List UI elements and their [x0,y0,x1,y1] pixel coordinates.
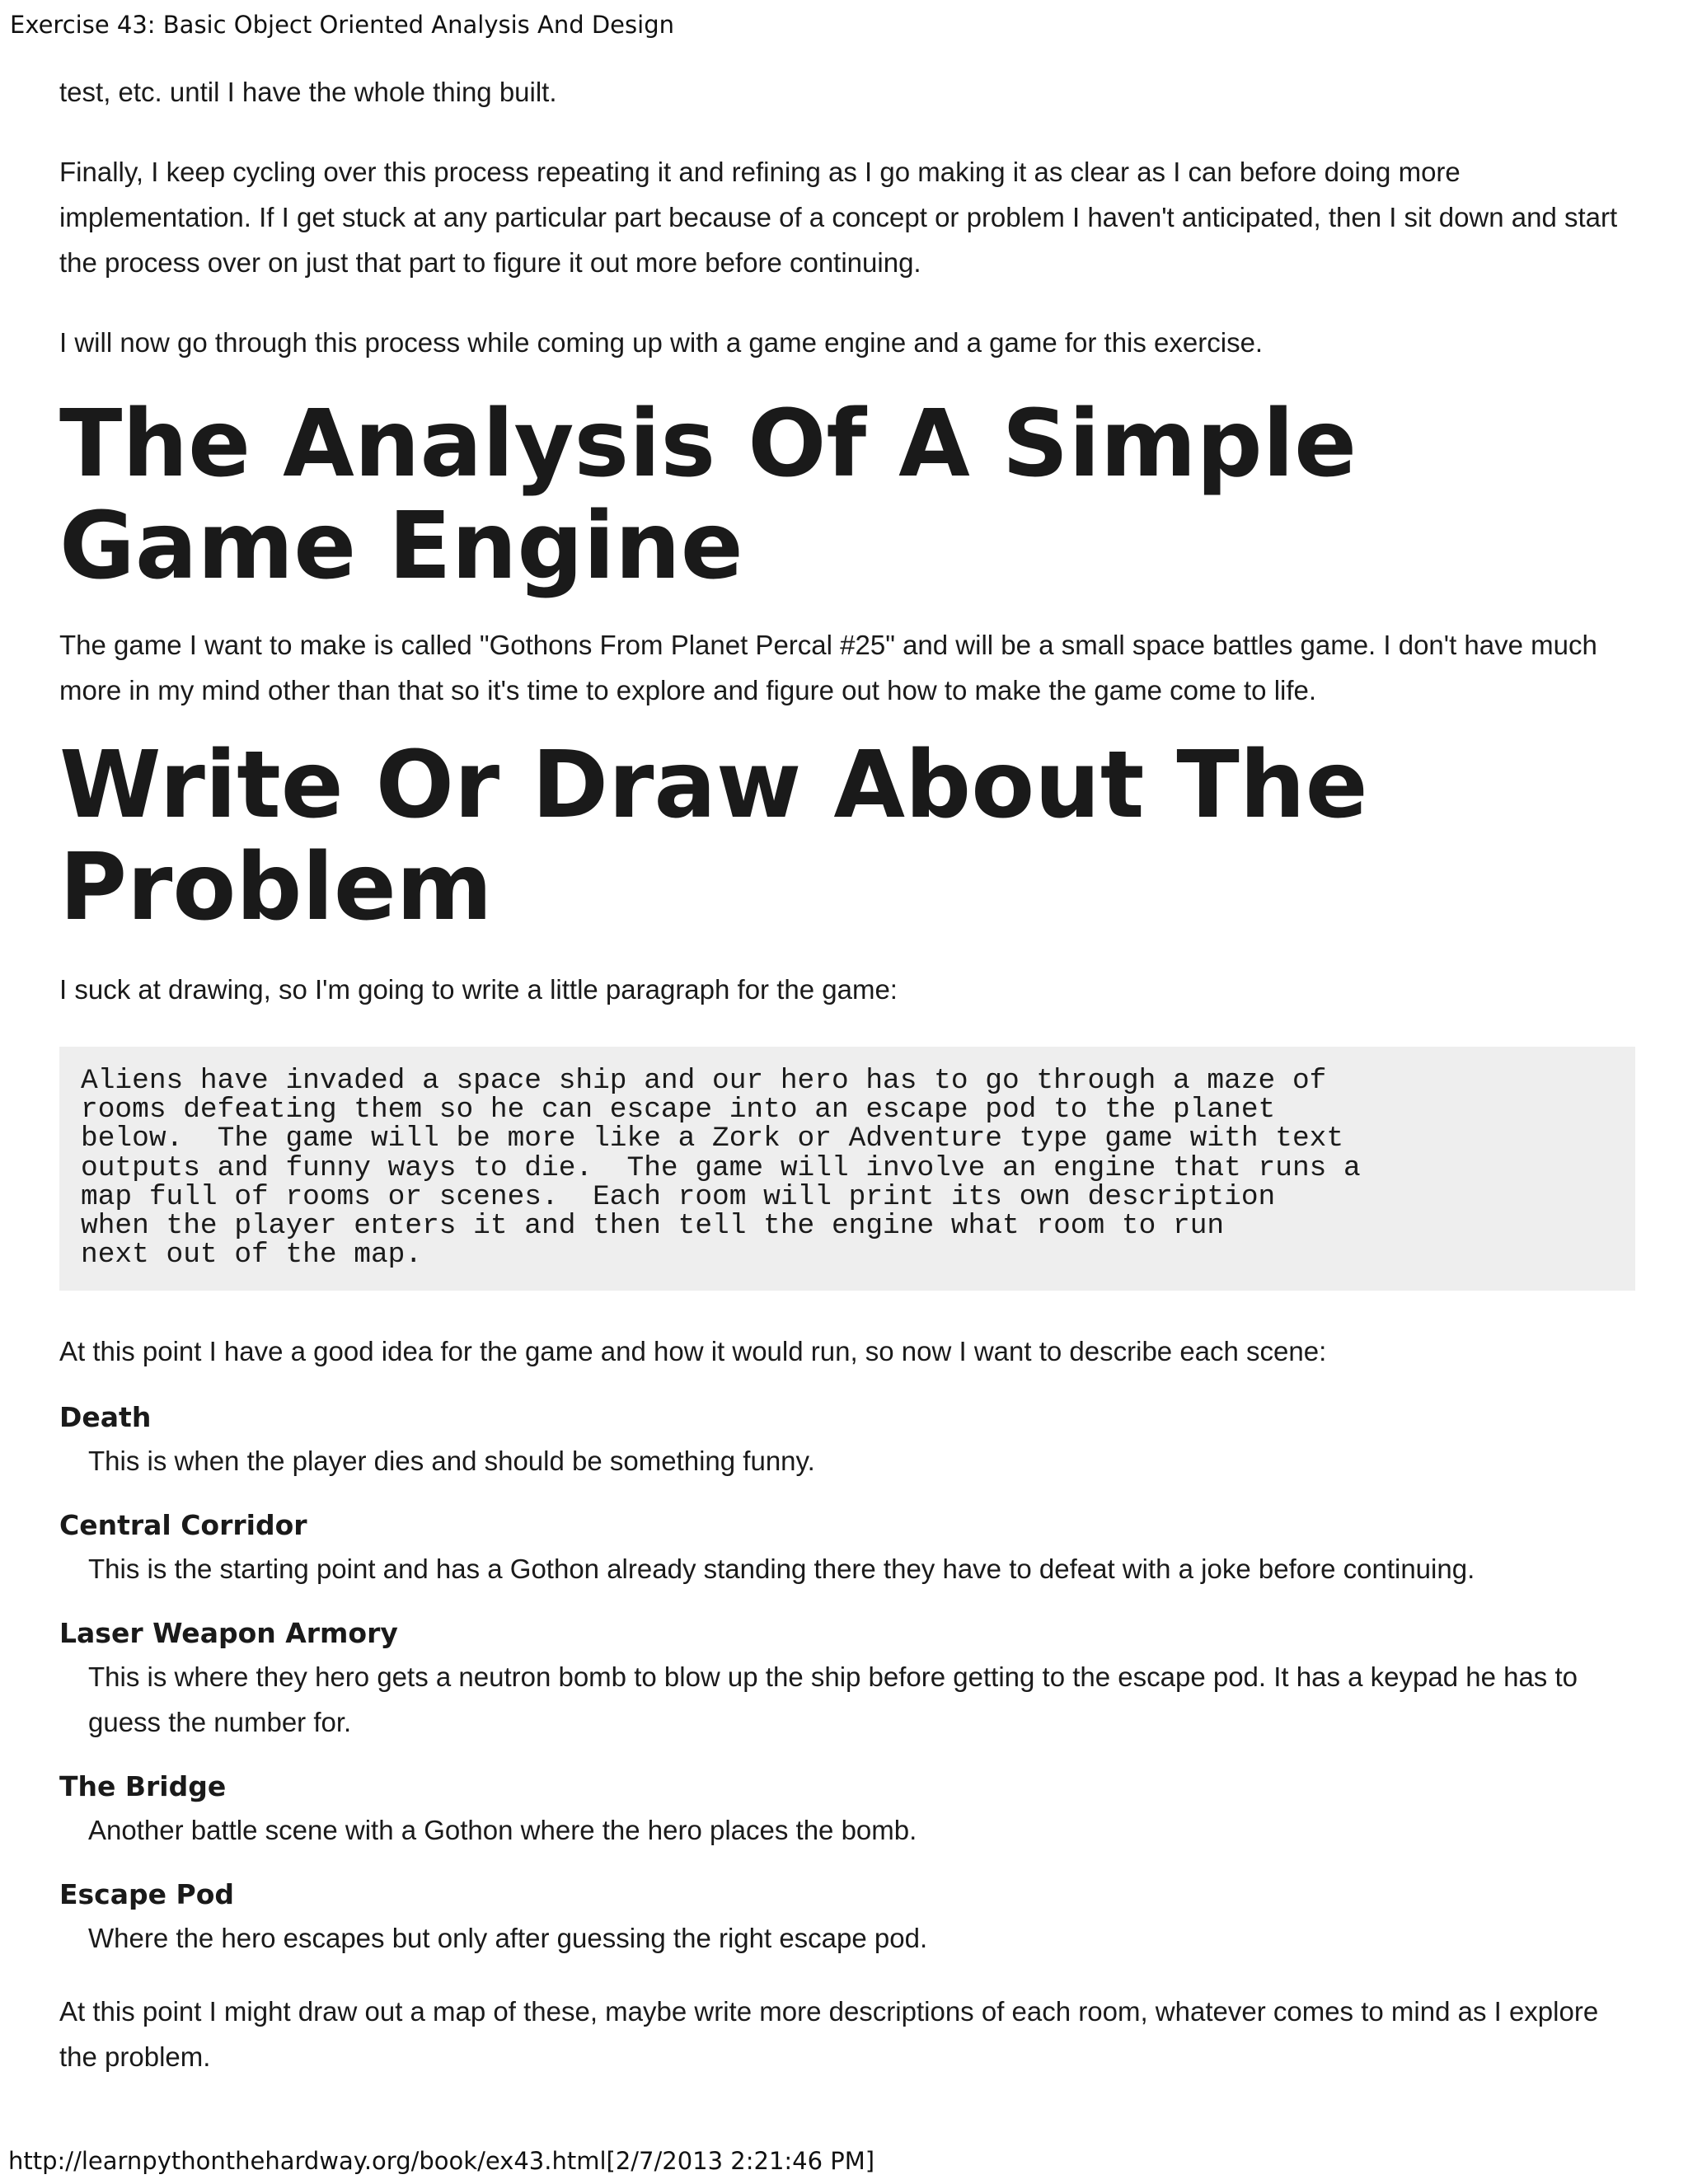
paragraph: Finally, I keep cycling over this process repeating it and refining as I go making it as clear as I can before doing more implementation. If I get stuck at any particular part because of a concept or problem I haven't anticipated, then I sit down and start the process over on just that part to figure it out more before continuing. [59,157,1618,278]
scene-item [59,1874,1635,1961]
paragraph: The game I want to make is called "Gothons From Planet Percal #25" and will be a small space battles game. I don't have much more in my mind other than that so it's time to explore and figure out how to make the game come to life. [59,630,1597,705]
paragraph: test, etc. until I have the whole thing built. [59,77,557,107]
paragraph: I will now go through this process while coming up with a game engine and a game for this exercise. [59,327,1264,358]
scene-item [59,1397,1635,1483]
print-header-title: Exercise 43: Basic Object Oriented Analysis And Design [10,11,674,39]
scene-description: This is the starting point and has a Gothon already standing there they have to defeat with a joke before continuing. [88,1554,1475,1585]
scene-description: This is when the player dies and should be something funny. [88,1446,815,1477]
section-heading-write: Write Or Draw About The Problem [59,732,1368,941]
scene-description: Where the hero escapes but only after guessing the right escape pod. [88,1923,928,1954]
scene-list [59,1397,1635,1961]
scene-title: Laser Weapon Armory [59,1617,398,1650]
section-heading-analysis: The Analysis Of A Simple Game Engine [59,391,1357,600]
print-footer-url: http://learnpythonthehardway.org/book/ex43.html[2/7/2013 2:21:46 PM] [8,2147,875,2175]
scene-item [59,1766,1635,1853]
paragraph: At this point I have a good idea for the game and how it would run, so now I want to describe each scene: [59,1336,1327,1367]
code-block: Aliens have invaded a space ship and our hero has to go through a maze of rooms defeating them so he can escape into an escape pod to the planet below. The game will be more like a Zork or Adventure type game with text outputs and funny ways to die. The game will involve an engine that runs a map full of rooms or scenes. Each room will print its own description when the player enters it and then tell the engine what room to run next out of the map. [59,1047,1635,1291]
scene-title: Central Corridor [59,1509,307,1542]
scene-description: Another battle scene with a Gothon where the hero places the bomb. [88,1815,917,1846]
scene-item [59,1613,1635,1745]
scene-description: This is where they hero gets a neutron bomb to blow up the ship before getting to the escape pod. It has a keypad he has to guess the number for. [88,1661,1578,1738]
scene-title: The Bridge [59,1770,227,1803]
scene-title: Escape Pod [59,1878,234,1911]
scene-item [59,1505,1635,1591]
paragraph: I suck at drawing, so I'm going to write a little paragraph for the game: [59,974,898,1005]
paragraph: At this point I might draw out a map of these, maybe write more descriptions of each room, whatever comes to mind as I explore the problem. [59,1996,1599,2073]
article-content [59,69,1635,2079]
scene-title: Death [59,1401,152,1434]
